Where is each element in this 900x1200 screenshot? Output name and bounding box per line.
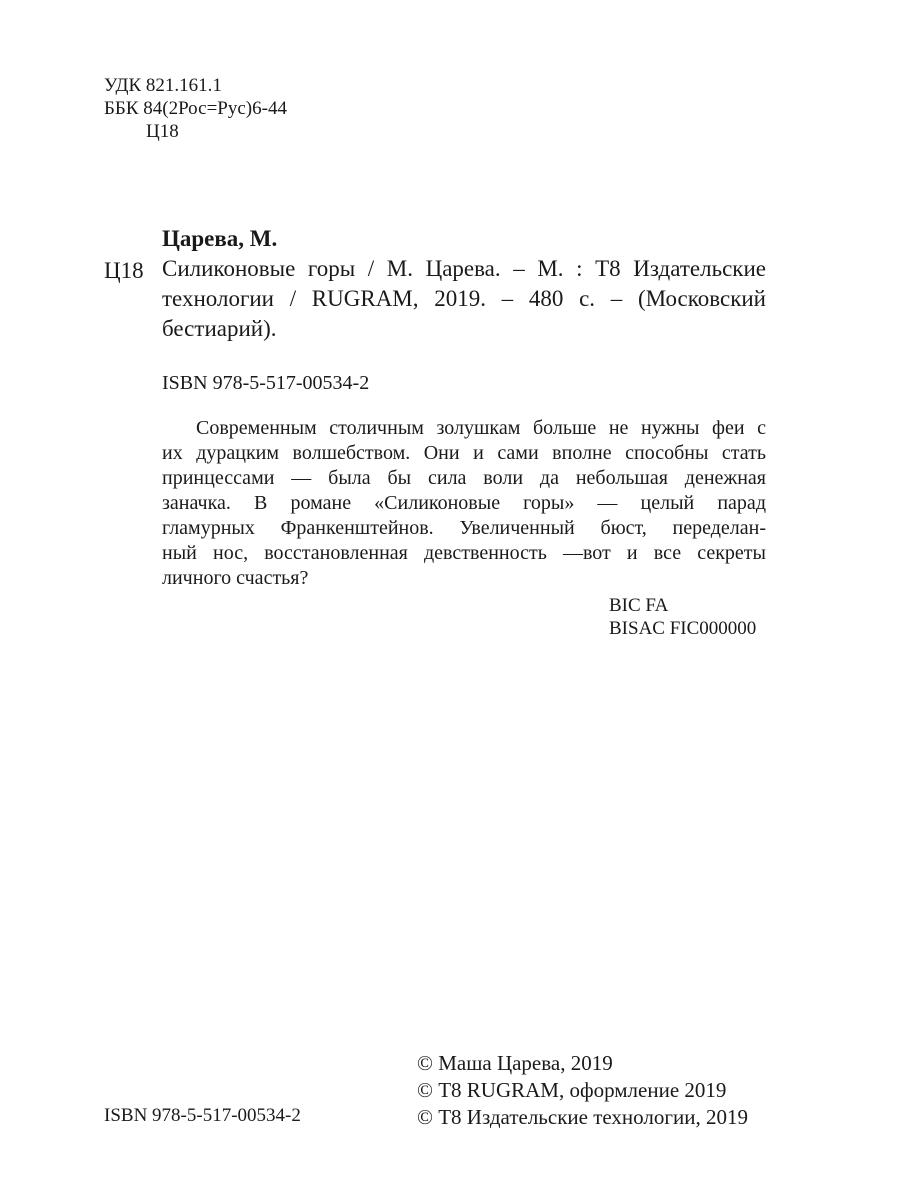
annotation-line: личного счастья? [162, 567, 309, 589]
author-name: Царева, М. [162, 226, 278, 251]
annotation-line: Современным столичным золушкам больше не нужны феи с [196, 417, 766, 439]
annotation-line: гламурных Франкенштейнов. Увеличенный бюст, переделан- [162, 517, 766, 539]
udk-code: УДК 821.161.1 [104, 75, 222, 96]
copyright-notice [417, 1050, 748, 1131]
bbk-code: ББК 84(2Рос=Рус)6-44 [104, 98, 287, 119]
cutter-code: Ц18 [146, 121, 179, 142]
bisac-code: BISAC FIC000000 [609, 618, 757, 639]
annotation [162, 416, 766, 591]
annotation-line: заначка. В романе «Силиконовые горы» — целый парад [162, 492, 766, 514]
cutter-mark: Ц18 [104, 258, 144, 283]
copyright-line: © Т8 Издательские технологии, 2019 [417, 1105, 748, 1129]
classification-codes [104, 74, 287, 143]
biblio-line: бестиарий). [162, 316, 277, 341]
bibliographic-record [162, 254, 766, 344]
subject-codes [609, 594, 756, 640]
bottom-isbn: ISBN 978-5-517-00534-2 [104, 1105, 301, 1126]
copyright-line: © Маша Царева, 2019 [417, 1051, 613, 1075]
annotation-line: ный нос, восстановленная девственность —вот и все секреты [162, 542, 766, 564]
annotation-line: принцессами — была бы сила воли да небольшая денежная [162, 467, 766, 489]
biblio-line: технологии / RUGRAM, 2019. – 480 с. – (Московский [162, 286, 766, 311]
biblio-line: Силиконовые горы / М. Царева. – М. : Т8 Издательские [162, 256, 766, 281]
copyright-line: © Т8 RUGRAM, оформление 2019 [417, 1078, 727, 1102]
isbn: ISBN 978-5-517-00534-2 [162, 372, 370, 394]
annotation-line: их дурацким волшебством. Они и сами вполне способны стать [162, 442, 766, 464]
bic-code: BIC FA [609, 595, 669, 616]
